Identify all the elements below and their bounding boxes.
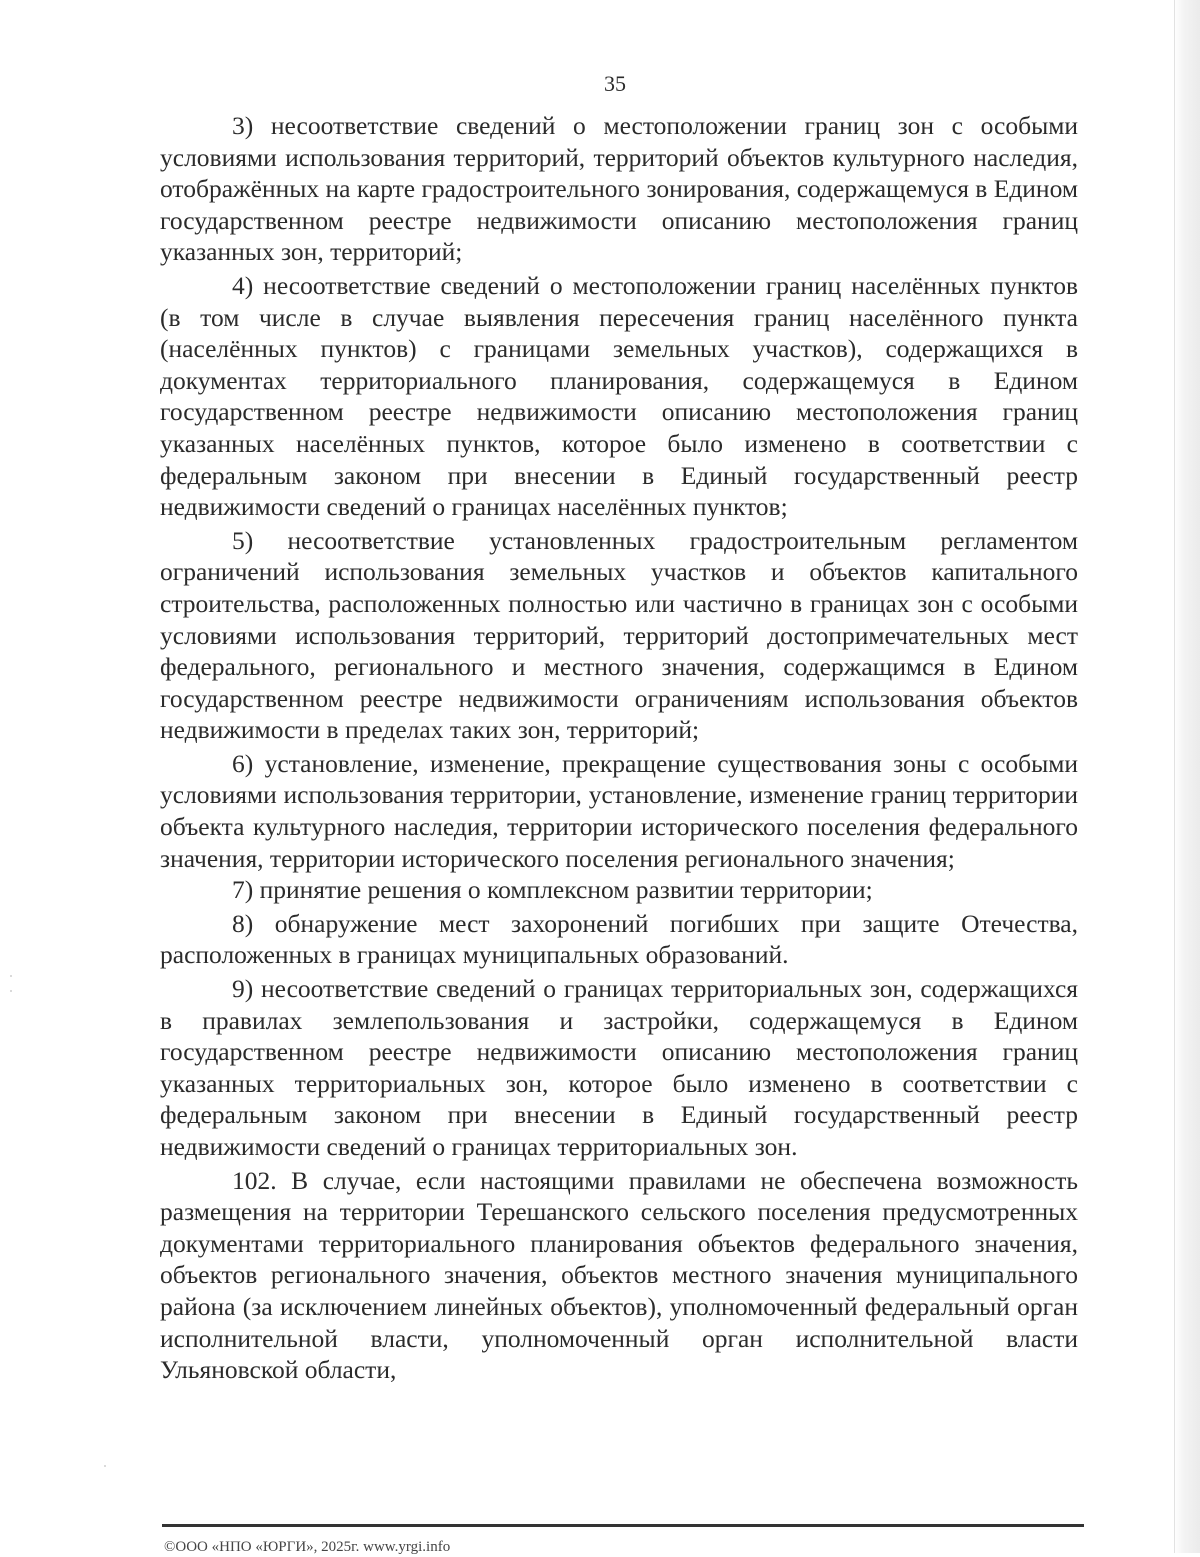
scan-speck — [10, 975, 12, 977]
footer-divider — [162, 1524, 1084, 1527]
paragraph-item-6: 6) установление, изменение, прекращение существования зоны с особыми условиями использования территории, установление, изменение границ территории объекта культурного наследия, территории исторического поселения федерального значения, территории исторического поселения регионального значения; — [160, 748, 1078, 873]
scan-speck — [10, 990, 12, 992]
paragraph-item-5: 5) несоответствие установленных градостроительным регламентом ограничений использования земельных участков и объектов капитального строительства, расположенных полностью или частично в границах зон с особыми условиями использования территорий, территорий достопримечательных мест федерального, регионального и местного значения, содержащимся в Едином государственном реестре недвижимости ограничениям использования объектов недвижимости в пределах таких зон, территорий; — [160, 525, 1078, 745]
paragraph-item-4: 4) несоответствие сведений о местоположении границ населённых пунктов (в том числе в случае выявления пересечения границ населённого пункта (населённых пунктов) с границами земельных участков), содержащихся в документах территориального планирования, содержащемуся в Едином государственном реестре недвижимости описанию местоположения границ указанных населённых пунктов, которое было изменено в соответствии с федеральным законом при внесении в Единый государственный реестр недвижимости сведений о границах населённых пунктов; — [160, 270, 1078, 522]
paragraph-item-3: 3) несоответствие сведений о местоположении границ зон с особыми условиями использования территорий, территорий объектов культурного наследия, отображённых на карте градостроительного зонирования, содержащемуся в Едином государственном реестре недвижимости описанию местоположения границ указанных зон, территорий; — [160, 111, 1078, 267]
document-body — [160, 110, 1078, 1386]
paragraph-item-9: 9) несоответствие сведений о границах территориальных зон, содержащихся в правилах землепользования и застройки, содержащемуся в Едином государственном реестре недвижимости описанию местоположения границ указанных территориальных зон, которое было изменено в соответствии с федеральным законом при внесении в Единый государственный реестр недвижимости сведений о границах территориальных зон. — [160, 974, 1078, 1161]
paragraph-102: 102. В случае, если настоящими правилами не обеспечена возможность размещения на территории Терешанского сельского поселения предусмотренных документами территориального планирования объектов федерального значения, объектов регионального значения, объектов местного значения муниципального района (за исключением линейных объектов), уполномоченный федеральный орган исполнительной власти, уполномоченный орган исполнительной власти Ульяновской области, — [160, 1165, 1078, 1385]
paragraph-item-8: 8) обнаружение мест захоронений погибших при защите Отечества, расположенных в границах муниципальных образований. — [160, 908, 1078, 970]
scan-edge-shadow — [1174, 0, 1200, 1553]
page-number: 35 — [604, 71, 626, 96]
paragraph-item-7: 7) принятие решения о комплексном развитии территории; — [232, 875, 873, 905]
footer-copyright: ©ООО «НПО «ЮРГИ», 2025г. www.yrgi.info — [164, 1539, 451, 1555]
scan-edge-line — [1174, 0, 1175, 1553]
scan-speck — [104, 1465, 106, 1467]
